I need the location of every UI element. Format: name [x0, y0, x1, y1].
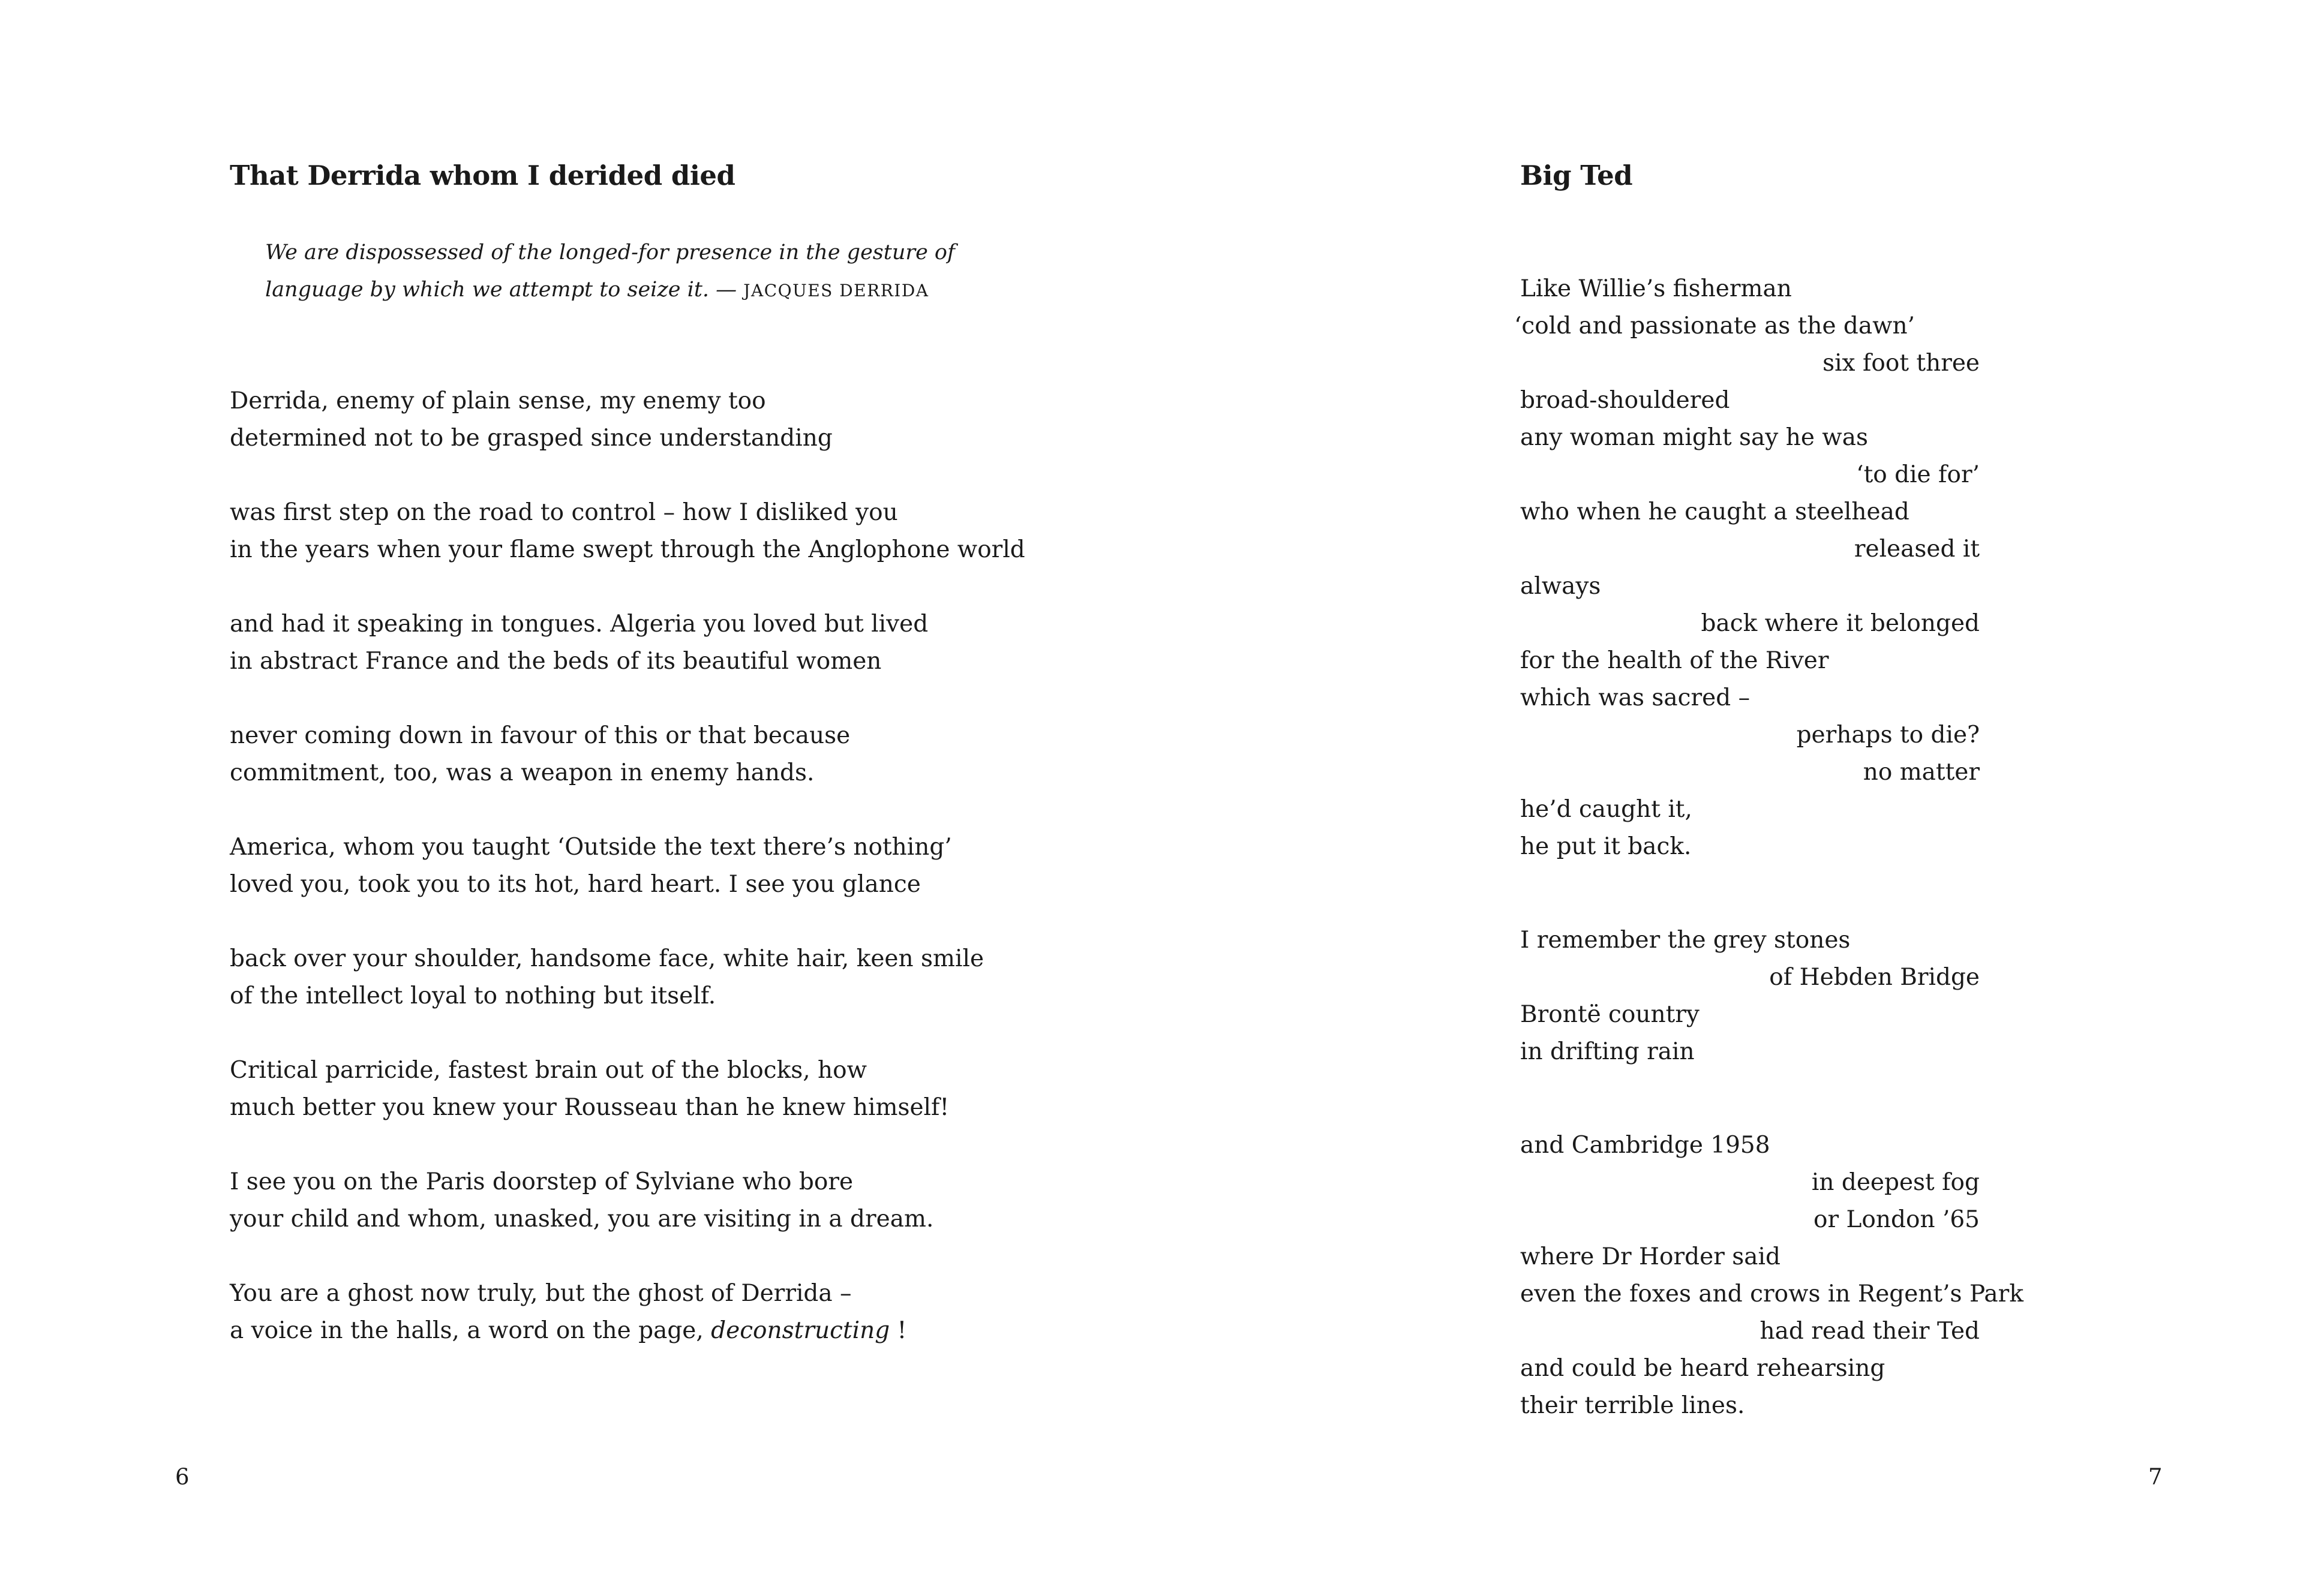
poem-line: America, whom you taught ‘Outside the text there’s nothing’: [230, 834, 952, 861]
stanza-break: [230, 457, 1040, 494]
poem-line: I remember the grey stones: [1520, 927, 1851, 954]
poem-line: any woman might say he was: [1520, 424, 1868, 451]
poem-body: [230, 383, 1040, 1349]
poem-stanza: [1514, 270, 1980, 865]
epigraph-line: [265, 271, 929, 309]
poem-line: and had it speaking in tongues. Algeria you loved but lived: [230, 611, 929, 638]
stanza-break: [230, 1238, 1040, 1275]
poem-line: in drifting rain: [1520, 1038, 1695, 1065]
poem-line: no matter: [1863, 759, 1980, 786]
poem-line: of the intellect loyal to nothing but itself.: [230, 982, 716, 1009]
page-number: 6: [175, 1464, 190, 1490]
stanza-break: [230, 1126, 1040, 1164]
poem-line: never coming down in favour of this or that because: [230, 722, 851, 749]
poem-line: and Cambridge 1958: [1520, 1132, 1770, 1159]
poem-line: back over your shoulder, handsome face, white hair, keen smile: [230, 945, 984, 972]
poem-text: a voice in the halls, a word on the page,: [230, 1317, 711, 1344]
poem-line: I see you on the Paris doorstep of Sylviane who bore: [230, 1168, 854, 1195]
poem-line: back where it belonged: [1701, 610, 1980, 637]
epigraph-text: language by which we attempt to seize it.: [265, 278, 710, 302]
poem-title: Big Ted: [1520, 160, 1633, 191]
poem-line: [230, 1312, 1040, 1349]
poem-line: Derrida, enemy of plain sense, my enemy too: [230, 387, 766, 414]
poem-line: ‘cold and passionate as the dawn’: [1514, 312, 1915, 339]
right-page: [1162, 0, 2324, 1587]
poem-line: released it: [1854, 536, 1980, 563]
poem-line: of Hebden Bridge: [1769, 964, 1980, 991]
poem-line: even the foxes and crows in Regent’s Park: [1520, 1281, 2023, 1308]
poem-line: determined not to be grasped since understanding: [230, 425, 833, 452]
poem-line: broad-shouldered: [1520, 387, 1730, 414]
epigraph: [265, 234, 955, 309]
poem-line: in abstract France and the beds of its beautiful women: [230, 648, 882, 675]
epigraph-dash: —: [709, 278, 744, 302]
poem-line: had read their Ted: [1759, 1318, 1980, 1345]
poem-line: their terrible lines.: [1520, 1392, 1745, 1419]
stanza-break: [230, 569, 1040, 606]
stanza-break: [230, 903, 1040, 940]
poem-line: which was sacred –: [1520, 684, 1750, 711]
poem-stanza: [1520, 922, 1980, 1071]
poem-line: ‘to die for’: [1856, 461, 1980, 488]
poem-title: That Derrida whom I derided died: [230, 160, 735, 191]
epigraph-line: We are dispossessed of the longed-for presence in the gesture of: [265, 241, 955, 264]
poem-line: You are a ghost now truly, but the ghost of Derrida –: [230, 1280, 852, 1307]
poem-line: or London ’65: [1813, 1206, 1980, 1233]
poem-line: much better you knew your Rousseau than he knew himself!: [230, 1094, 950, 1121]
poem-line: Critical parricide, fastest brain out of the blocks, how: [230, 1057, 867, 1084]
stanza-break: [230, 792, 1040, 829]
poem-text: !: [890, 1317, 907, 1344]
poem-line: Brontë country: [1520, 1001, 1700, 1028]
poem-line: perhaps to die?: [1796, 722, 1980, 749]
poem-line: always: [1520, 573, 1601, 600]
poem-line: he put it back.: [1520, 833, 1692, 860]
epigraph-attribution: JACQUES DERRIDA: [743, 281, 929, 300]
poem-line: six foot three: [1822, 350, 1980, 377]
stanza-break: [230, 680, 1040, 717]
poem-line: for the health of the River: [1520, 647, 1829, 674]
poem-line: who when he caught a steelhead: [1520, 498, 1909, 525]
page-number: 7: [2148, 1464, 2163, 1490]
poem-line: was first step on the road to control – how I disliked you: [230, 499, 898, 526]
poem-line: and could be heard rehearsing: [1520, 1355, 1885, 1382]
poem-line: where Dr Horder said: [1520, 1243, 1780, 1270]
poem-stanza: [1520, 1127, 2023, 1424]
poem-line: your child and whom, unasked, you are visiting in a dream.: [230, 1206, 934, 1233]
poem-line: in the years when your flame swept through the Anglophone world: [230, 536, 1025, 563]
poem-line: commitment, too, was a weapon in enemy hands.: [230, 759, 815, 786]
poem-line: he’d caught it,: [1520, 796, 1692, 823]
emphasized-word: deconstructing: [711, 1317, 890, 1344]
poem-line: in deepest fog: [1811, 1169, 1980, 1196]
poem-line: loved you, took you to its hot, hard heart. I see you glance: [230, 871, 921, 898]
stanza-break: [230, 1015, 1040, 1052]
poem-line: Like Willie’s fisherman: [1520, 275, 1792, 302]
